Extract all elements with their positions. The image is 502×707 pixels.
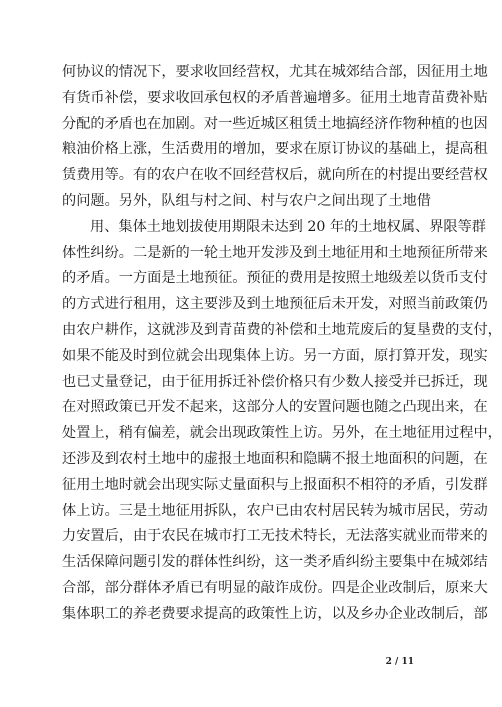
text-line: 粮油价格上涨，生活费用的增加，要求在原订协议的基础上，提高租 [62, 141, 488, 158]
text-line: 合部，部分群体矛盾已有明显的敲诈成份。四是企业改制后，原来大 [62, 579, 488, 596]
body-text [62, 60, 502, 628]
text-line: 由农户耕作，这就涉及到青苗费的补偿和土地荒废后的复垦费的支付， [62, 321, 502, 338]
text-line: 如果不能及时到位就会出现集体上访。另一方面，原打算开发，现实 [62, 347, 488, 364]
text-line: 用、集体土地划拔使用期限未达到 20 年的土地权属、界限等群 [90, 218, 486, 235]
text-line: 征用土地时就会出现实际丈量面积与上报面积不相符的矛盾，引发群 [62, 476, 488, 493]
paragraph-2 [62, 215, 502, 628]
text-line: 的问题。另外，队组与村之间、村与农户之间出现了土地借 [62, 192, 431, 209]
text-line: 分配的矛盾也在加剧。对一些近城区租赁土地搞经济作物种植的也因 [62, 115, 488, 132]
text-line: 集体职工的养老费要求提高的政策性上访，以及乡办企业改制后，部 [62, 605, 488, 622]
text-line: 力安置后，由于农民在城市打工无技术特长，无法落实就业而带来的 [62, 528, 488, 545]
text-line: 的矛盾。一方面是土地预征。预征的费用是按照土地级差以货币支付 [62, 270, 488, 287]
text-line: 体性纠纷。二是新的一轮土地开发涉及到土地征用和土地预征所带来 [62, 244, 488, 261]
text-line: 处置上，稍有偏差，就会出现政策性上访。另外，在土地征用过程中， [62, 425, 502, 442]
text-line: 有货币补偿，要求收回承包权的矛盾普遍增多。征用土地青苗费补贴 [62, 89, 488, 106]
text-line: 体上访。三是土地征用拆队，农户已由农村居民转为城市居民，劳动 [62, 502, 488, 519]
text-line: 赁费用等。有的农户在收不回经营权后，就向所在的村提出要经营权 [62, 167, 488, 184]
text-line: 生活保障问题引发的群体性纠纷，这一类矛盾纠纷主要集中在城郊结 [62, 554, 488, 571]
text-line: 的方式进行租用，这主要涉及到土地预征后未开发，对照当前政策仍 [62, 296, 488, 313]
text-line: 何协议的情况下，要求收回经营权，尤其在城郊结合部，因征用土地 [62, 64, 488, 80]
paragraph-1 [62, 60, 488, 215]
text-line: 在对照政策已开发不起来，这部分人的安置问题也随之凸现出来，在 [62, 399, 488, 416]
page-number: 2 / 11 [385, 657, 414, 667]
text-line: 还涉及到农村土地中的虚报土地面积和隐瞒不报土地面积的问题，在 [62, 450, 488, 467]
text-line: 也已丈量登记，由于征用拆迁补偿价格只有少数人接受并已拆迁，现 [62, 373, 488, 390]
